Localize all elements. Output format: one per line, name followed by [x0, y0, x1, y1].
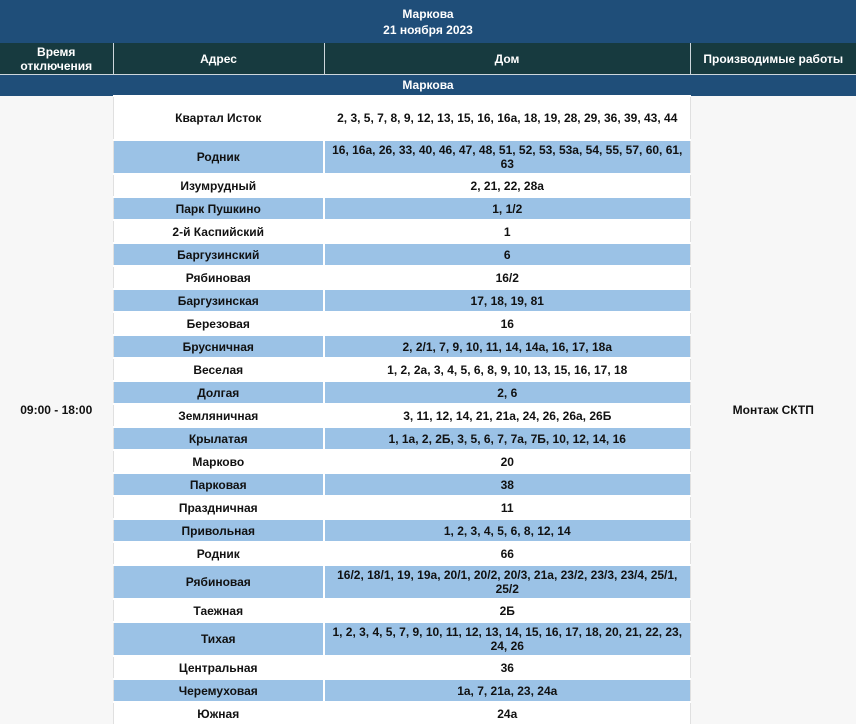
- house-numbers-cell: 6: [324, 243, 690, 266]
- outage-time: 09:00 - 18:00: [0, 96, 113, 724]
- title-name: Маркова: [402, 6, 454, 21]
- house-numbers-cell: 38: [324, 473, 690, 496]
- address-cell: Рябиновая: [113, 565, 324, 599]
- house-numbers-cell: 2, 6: [324, 381, 690, 404]
- house-numbers-cell: 2, 2/1, 7, 9, 10, 11, 14, 14а, 16, 17, 18а: [324, 335, 690, 358]
- address-cell: Тихая: [113, 622, 324, 656]
- column-header-address: Адрес: [113, 43, 324, 75]
- house-numbers-cell: 1: [324, 220, 690, 243]
- section-title: Маркова: [0, 75, 856, 97]
- house-numbers-cell: 16/2: [324, 266, 690, 289]
- address-cell: Баргузинский: [113, 243, 324, 266]
- house-numbers-cell: 2, 3, 5, 7, 8, 9, 12, 13, 15, 16, 16а, 18, 19, 28, 29, 36, 39, 43, 44: [324, 96, 690, 140]
- table-row: [0, 96, 856, 140]
- address-cell: Березовая: [113, 312, 324, 335]
- house-numbers-cell: 1, 1/2: [324, 197, 690, 220]
- house-numbers-cell: 1, 2, 3, 4, 5, 6, 8, 12, 14: [324, 519, 690, 542]
- address-cell: 2-й Каспийский: [113, 220, 324, 243]
- address-cell: Таежная: [113, 599, 324, 622]
- house-numbers-cell: 16/2, 18/1, 19, 19а, 20/1, 20/2, 20/3, 21а, 23/2, 23/3, 23/4, 25/1, 25/2: [324, 565, 690, 599]
- house-numbers-cell: 3, 11, 12, 14, 21, 21а, 24, 26, 26а, 26Б: [324, 404, 690, 427]
- work-description: Монтаж СКТП: [690, 96, 856, 724]
- house-numbers-cell: 2Б: [324, 599, 690, 622]
- address-cell: Родник: [113, 140, 324, 174]
- column-header-time: Время отключения: [0, 43, 113, 75]
- page-title: [0, 0, 856, 43]
- house-numbers-cell: 16, 16а, 26, 33, 40, 46, 47, 48, 51, 52, 53, 53а, 54, 55, 57, 60, 61, 63: [324, 140, 690, 174]
- address-cell: Крылатая: [113, 427, 324, 450]
- address-cell: Парковая: [113, 473, 324, 496]
- title-date: 21 ноября 2023: [383, 22, 473, 37]
- address-cell: Веселая: [113, 358, 324, 381]
- address-cell: Центральная: [113, 656, 324, 679]
- address-cell: Изумрудный: [113, 174, 324, 197]
- address-cell: Черемуховая: [113, 679, 324, 702]
- column-header-house: Дом: [324, 43, 690, 75]
- section-row: [0, 75, 856, 97]
- house-numbers-cell: 36: [324, 656, 690, 679]
- address-cell: Квартал Исток: [113, 96, 324, 140]
- house-numbers-cell: 1а, 7, 21а, 23, 24а: [324, 679, 690, 702]
- column-header-work: Производимые работы: [690, 43, 856, 75]
- house-numbers-cell: 66: [324, 542, 690, 565]
- address-cell: Брусничная: [113, 335, 324, 358]
- address-cell: Южная: [113, 702, 324, 724]
- house-numbers-cell: 1, 2, 3, 4, 5, 7, 9, 10, 11, 12, 13, 14, 15, 16, 17, 18, 20, 21, 22, 23, 24, 26: [324, 622, 690, 656]
- house-numbers-cell: 11: [324, 496, 690, 519]
- house-numbers-cell: 24а: [324, 702, 690, 724]
- address-cell: Привольная: [113, 519, 324, 542]
- table-header-row: [0, 43, 856, 75]
- house-numbers-cell: 1, 2, 2а, 3, 4, 5, 6, 8, 9, 10, 13, 15, 16, 17, 18: [324, 358, 690, 381]
- house-numbers-cell: 20: [324, 450, 690, 473]
- outage-table: [0, 43, 856, 724]
- address-cell: Праздничная: [113, 496, 324, 519]
- house-numbers-cell: 17, 18, 19, 81: [324, 289, 690, 312]
- address-cell: Долгая: [113, 381, 324, 404]
- house-numbers-cell: 16: [324, 312, 690, 335]
- address-cell: Марково: [113, 450, 324, 473]
- house-numbers-cell: 1, 1а, 2, 2Б, 3, 5, 6, 7, 7а, 7Б, 10, 12, 14, 16: [324, 427, 690, 450]
- address-cell: Баргузинская: [113, 289, 324, 312]
- address-cell: Родник: [113, 542, 324, 565]
- address-cell: Парк Пушкино: [113, 197, 324, 220]
- address-cell: Рябиновая: [113, 266, 324, 289]
- address-cell: Земляничная: [113, 404, 324, 427]
- house-numbers-cell: 2, 21, 22, 28а: [324, 174, 690, 197]
